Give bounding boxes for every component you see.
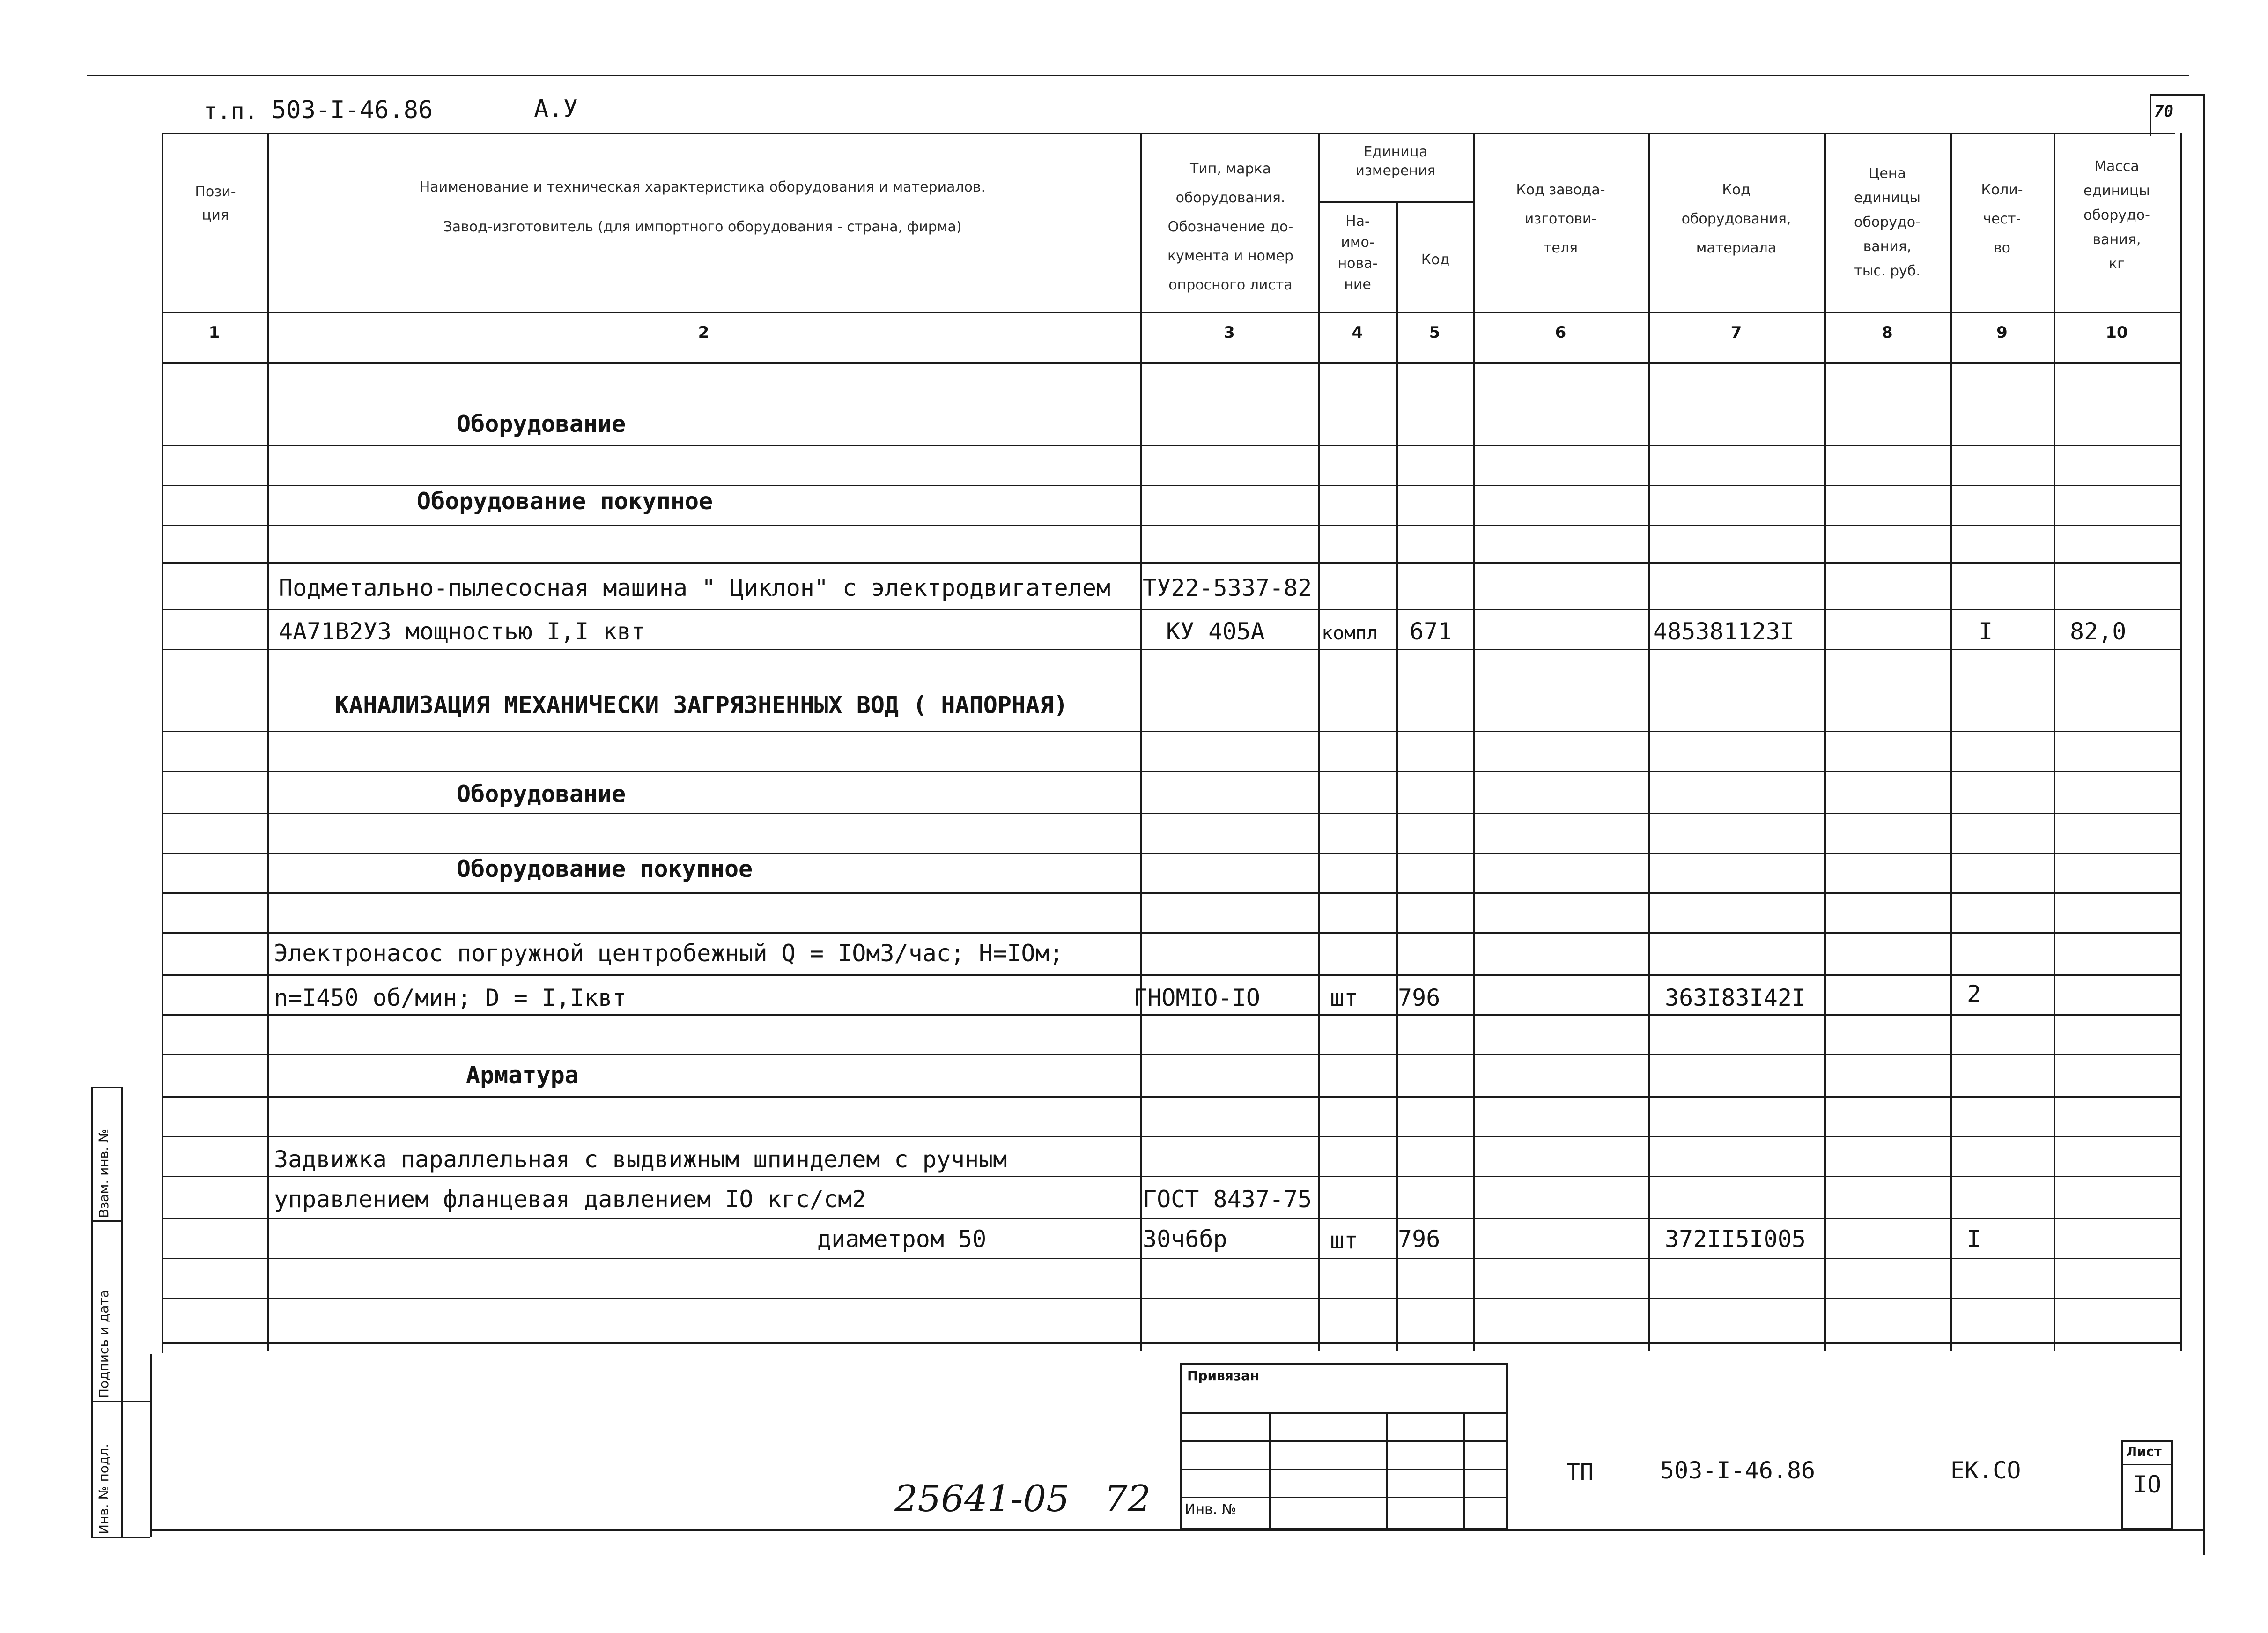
side-line — [91, 1537, 150, 1538]
header-quantity: Коли- чест- во — [1981, 182, 2023, 256]
stamp-col — [1269, 1412, 1271, 1529]
table-bottom-line — [162, 1342, 2180, 1344]
item1-description-line1: Подметально-пылесосная машина " Циклон" с электродвигателем — [279, 574, 1111, 601]
side-line — [91, 1087, 121, 1088]
stamp-line — [1180, 1412, 1508, 1414]
sheet-box-top — [2150, 94, 2203, 96]
item3-description-line1: Задвижка параллельная с выдвижным шпинделем с ручным — [274, 1146, 1007, 1173]
col-border-8 — [1950, 133, 1952, 1351]
row-line — [162, 1258, 2180, 1259]
colnum-7: 7 — [1730, 323, 1742, 342]
colnum-4: 4 — [1352, 323, 1363, 342]
header-unit-name: На- имо- нова- ние — [1337, 213, 1378, 293]
header-type: Тип, марка оборудования. Обозначение до- кумента и номер опросного листа — [1167, 161, 1294, 293]
row-line — [162, 1298, 2180, 1299]
item2-equipment-code: 363I83I42I — [1665, 984, 1806, 1011]
col-border-2 — [1140, 133, 1142, 1351]
row-line — [162, 974, 2180, 976]
row-line — [162, 1176, 2180, 1177]
col-border-9 — [2054, 133, 2055, 1351]
row-line — [162, 485, 2180, 486]
item2-unit-code: 796 — [1398, 984, 1441, 1011]
section-equipment-purchased-2: Оборудование покупное — [457, 855, 753, 883]
row-line — [162, 649, 2180, 650]
side-label-signature-date: Подпись и дата — [96, 1290, 111, 1398]
colnum-3: 3 — [1224, 323, 1235, 342]
item1-unit-code: 671 — [1410, 618, 1452, 645]
item2-type: ГНОМIO-IO — [1133, 984, 1260, 1011]
row-line — [162, 1136, 2180, 1137]
stamp-line — [1180, 1469, 1508, 1470]
header-position: Пози- ция — [195, 184, 236, 223]
header-name: Наименование и техническая характеристика оборудования и материалов. Завод-изготовитель (для импортного оборудования - страна, фирма) — [419, 179, 986, 235]
stamp-col — [1386, 1412, 1388, 1529]
stamp-attached-label: Привязан — [1187, 1368, 1259, 1383]
side-strip-right — [150, 1354, 152, 1537]
doc-project-number: 503-I-46.86 — [272, 96, 433, 124]
colnum-8: 8 — [1882, 323, 1893, 342]
section-equipment: Оборудование — [457, 410, 626, 438]
section-equipment-2: Оборудование — [457, 780, 626, 808]
row-line — [162, 445, 2180, 446]
col-border-4 — [1396, 201, 1398, 1351]
header-equipment-code: Код оборудования, материала — [1681, 182, 1791, 256]
section-equipment-purchased: Оборудование покупное — [417, 488, 713, 515]
item1-mass: 82,0 — [2070, 618, 2127, 645]
doc-prefix: т.п. — [204, 98, 258, 125]
item3-description-line2: управлением фланцевая давлением IO кгс/см2 — [274, 1186, 866, 1213]
row-line — [162, 525, 2180, 526]
item2-unit: шт — [1330, 984, 1359, 1011]
item2-description-line1: Электронасос погружной центробежный Q = IOм3/час; Н=IOм; — [274, 940, 1064, 967]
row-line — [162, 771, 2180, 772]
colnum-10: 10 — [2105, 323, 2128, 342]
item1-unit: компл — [1322, 623, 1378, 644]
item3-unit: шт — [1330, 1227, 1359, 1254]
section-fittings: Арматура — [466, 1061, 579, 1089]
top-border-line — [87, 75, 2189, 76]
doc-section: А.У — [534, 95, 578, 123]
item1-equipment-code: 485381123I — [1653, 618, 1795, 645]
units-divider — [1318, 201, 1473, 203]
col-border-1 — [267, 133, 269, 1351]
item2-quantity: 2 — [1967, 980, 1981, 1008]
row-line — [162, 731, 2180, 732]
row-line — [162, 609, 2180, 610]
row-line — [162, 1218, 2180, 1219]
stamp-inv-label: Инв. № — [1185, 1501, 1237, 1518]
item3-equipment-code: 372II5I005 — [1665, 1225, 1806, 1253]
side-label-inv-original: Инв. № подл. — [96, 1443, 111, 1534]
item1-description-line2: 4А71В2У3 мощностью I,I квт — [279, 618, 645, 645]
row-line — [162, 813, 2180, 814]
header-manufacturer-code: Код завода- изготови- теля — [1516, 182, 1605, 256]
header-bottom-line — [162, 312, 2180, 313]
item2-description-line2: n=I450 об/мин; D = I,Iквт — [274, 984, 627, 1011]
handwritten-note: 25641-05 72 — [894, 1478, 1151, 1520]
row-line — [162, 853, 2180, 854]
frame-right-border — [2203, 94, 2205, 1555]
col-border-3 — [1318, 133, 1320, 1351]
col-border-7 — [1824, 133, 1826, 1351]
col-border-6 — [1648, 133, 1650, 1351]
row-line — [162, 562, 2180, 564]
side-line — [91, 1401, 150, 1402]
header-unit-code: Код — [1421, 252, 1450, 268]
row-line — [162, 1014, 2180, 1016]
stamp-sheet-label: Лист — [2126, 1444, 2162, 1459]
stamp-mark: ЕК.СО — [1950, 1457, 2021, 1484]
col-border-5 — [1473, 133, 1475, 1351]
item3-quantity: I — [1967, 1225, 1981, 1253]
row-line — [162, 1096, 2180, 1098]
colnum-1: 1 — [208, 323, 220, 342]
col-border-10 — [2180, 133, 2182, 1351]
item1-quantity: I — [1979, 618, 1993, 645]
item3-unit-code: 796 — [1398, 1225, 1441, 1253]
stamp-tp: ТП — [1566, 1459, 1594, 1485]
doc-sheet-number: 70 — [2154, 102, 2173, 121]
colnum-2: 2 — [698, 323, 709, 342]
sheet-box-left — [2150, 94, 2151, 136]
side-line — [91, 1220, 121, 1222]
item3-type-line1: ГОСТ 8437-75 — [1143, 1186, 1312, 1213]
colnum-9: 9 — [1996, 323, 2008, 342]
stamp-sheet-value: IO — [2133, 1471, 2162, 1498]
row-line — [162, 932, 2180, 934]
colnum-5: 5 — [1429, 323, 1441, 342]
side-strip-middle — [121, 1087, 123, 1537]
side-strip-left — [91, 1087, 93, 1537]
colnum-6: 6 — [1555, 323, 1566, 342]
item1-type-line1: ТУ22-5337-82 — [1143, 574, 1312, 601]
item3-type-line2: 30ч6бр — [1143, 1225, 1227, 1253]
header-price: Цена единицы оборудо- вания, тыс. руб. — [1854, 165, 1921, 279]
stamp-sheet-divider — [2121, 1464, 2173, 1465]
header-mass: Масса единицы оборудо- вания, кг — [2083, 158, 2150, 272]
frame-bottom-border — [150, 1529, 2203, 1531]
stamp-col — [1463, 1412, 1465, 1529]
item1-type-line2: КУ 405А — [1166, 618, 1265, 645]
colnum-bottom-line — [162, 362, 2180, 364]
table-top-border — [162, 133, 2175, 134]
stamp-code: 503-I-46.86 — [1660, 1457, 1816, 1484]
row-line — [162, 1054, 2180, 1055]
side-label-replace-inv: Взам. инв. № — [96, 1128, 111, 1218]
stamp-line — [1180, 1440, 1508, 1442]
section-sewerage: КАНАЛИЗАЦИЯ МЕХАНИЧЕСКИ ЗАГРЯЗНЕННЫХ ВОД ( НАПОРНАЯ) — [335, 691, 1068, 719]
item3-description-line3: диаметром 50 — [817, 1225, 987, 1253]
stamp-line — [1180, 1497, 1508, 1498]
header-units: Единица измерения — [1355, 144, 1436, 179]
col-border-0 — [162, 133, 163, 1353]
row-line — [162, 892, 2180, 894]
